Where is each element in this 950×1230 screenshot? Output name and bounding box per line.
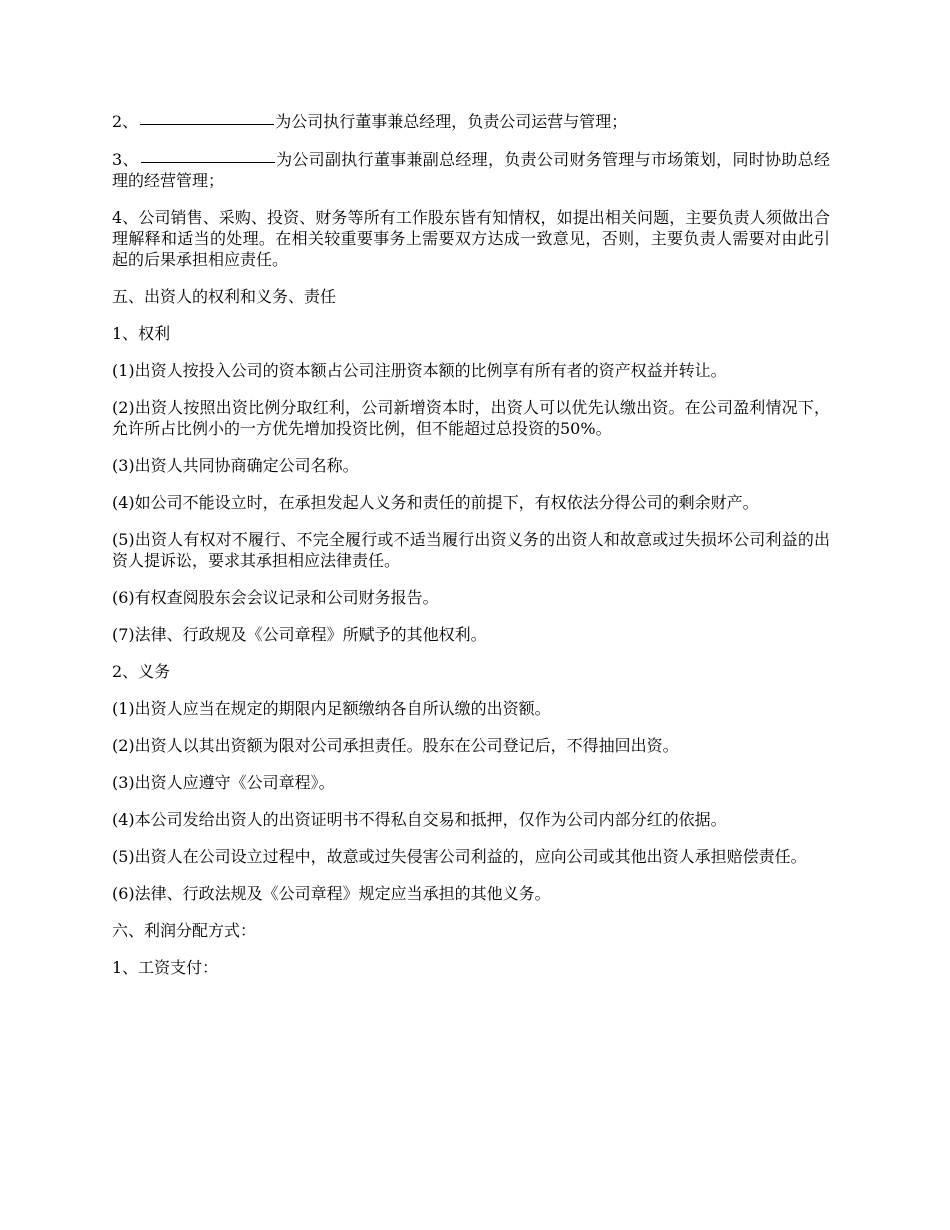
obligations-item-3: (3)出资人应遵守《公司章程》。 — [112, 773, 335, 792]
section-heading-profit-distribution: 六、利润分配方式： — [112, 921, 257, 940]
paragraph-executive-director — [112, 110, 830, 132]
obligations-item-6: (6)法律、行政法规及《公司章程》规定应当承担的其他义务。 — [112, 884, 551, 903]
obligations-item-1: (1)出资人应当在规定的期限内足额缴纳各自所认缴的出资额。 — [112, 699, 551, 718]
rights-item-2: (2)出资人按照出资比例分取红利，公司新增资本时，出资人可以优先认缴出资。在公司盈利情况下，允许所占比例小的一方优先增加投资比例，但不能超过总投资的50%。 — [112, 398, 830, 438]
rights-item-6: (6)有权查阅股东会会议记录和公司财务报告。 — [112, 588, 439, 607]
section-heading-rights-obligations: 五、出资人的权利和义务、责任 — [112, 287, 337, 306]
rights-item-1: (1)出资人按投入公司的资本额占公司注册资本额的比例享有所有者的资产权益并转让。 — [112, 361, 727, 380]
obligations-item-5: (5)出资人在公司设立过程中，故意或过失侵害公司利益的，应向公司或其他出资人承担赔偿责任。 — [112, 847, 807, 866]
paragraph-number: 3、 — [112, 150, 139, 169]
subheading-obligations: 2、义务 — [112, 662, 171, 681]
paragraph-number: 2、 — [112, 112, 139, 131]
obligations-item-2: (2)出资人以其出资额为限对公司承担责任。股东在公司登记后，不得抽回出资。 — [112, 736, 679, 755]
rights-item-5: (5)出资人有权对不履行、不完全履行或不适当履行出资义务的出资人和故意或过失损坏公司利益的出资人提诉讼，要求其承担相应法律责任。 — [112, 530, 830, 570]
subheading-wage-payment: 1、工资支付： — [112, 958, 219, 977]
paragraph-text: 为公司副执行董事兼副总经理，负责公司财务管理与市场策划，同时协助总经理的经营管理； — [112, 150, 830, 190]
rights-item-4: (4)如公司不能设立时，在承担发起人义务和责任的前提下，有权依法分得公司的剩余财产。 — [112, 493, 759, 512]
name-blank-line — [140, 108, 274, 125]
rights-item-7: (7)法律、行政规及《公司章程》所赋予的其他权利。 — [112, 625, 487, 644]
obligations-item-4: (4)本公司发给出资人的出资证明书不得私自交易和抵押，仅作为公司内部分红的依据。 — [112, 810, 727, 829]
rights-item-3: (3)出资人共同协商确定公司名称。 — [112, 456, 359, 475]
subheading-rights: 1、权利 — [112, 324, 171, 343]
paragraph-deputy-director — [112, 148, 830, 191]
name-blank-line — [141, 146, 275, 163]
document-body — [112, 110, 830, 994]
paragraph-text: 为公司执行董事兼总经理，负责公司运营与管理； — [275, 112, 628, 131]
paragraph-right-to-know: 4、公司销售、采购、投资、财务等所有工作股东皆有知情权，如提出相关问题，主要负责人须做出合理解释和适当的处理。在相关较重要事务上需要双方达成一致意见，否则，主要负责人需要对由此引起的后果承担相应责任。 — [112, 208, 830, 269]
